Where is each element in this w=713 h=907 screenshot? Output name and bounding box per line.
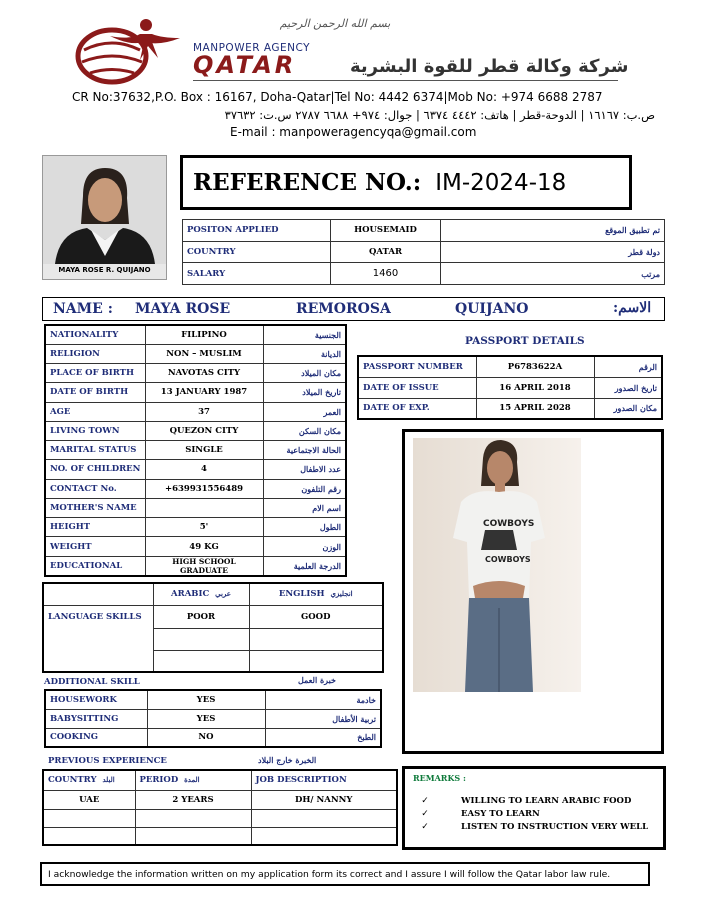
- personal-ar: الديانة: [263, 344, 346, 363]
- position-row: [183, 220, 665, 242]
- full-body-photo-frame: [402, 429, 664, 754]
- personal-value: HIGH SCHOOL GRADUATE: [145, 556, 263, 576]
- experience-row: [43, 790, 397, 809]
- personal-label: RELIGION: [45, 344, 145, 363]
- personal-value: QUEZON CITY: [145, 421, 263, 440]
- position-ar: مرتب: [441, 263, 665, 285]
- personal-value: NAVOTAS CITY: [145, 364, 263, 383]
- personal-ar: الجنسية: [263, 325, 346, 344]
- arabic-header: ARABIC عربي: [153, 583, 249, 605]
- skill-row: [45, 728, 381, 747]
- personal-label: DATE OF BIRTH: [45, 383, 145, 402]
- personal-row: [45, 325, 346, 344]
- passport-label: DATE OF EXP.: [358, 398, 476, 419]
- passport-row: [358, 377, 662, 398]
- passport-label: PASSPORT NUMBER: [358, 356, 476, 377]
- personal-ar: مكان الميلاد: [263, 364, 346, 383]
- position-ar: تم تطبيق الموقع: [441, 220, 665, 242]
- language-skills-table: [42, 582, 384, 673]
- remark-item: [407, 794, 663, 807]
- name-bar: [42, 297, 665, 321]
- personal-details-table: [44, 324, 347, 577]
- position-row: [183, 263, 665, 285]
- name-label: NAME :: [53, 301, 113, 317]
- personal-label: HEIGHT: [45, 518, 145, 537]
- additional-skill-title: ADDITIONAL SKILL: [44, 677, 140, 687]
- passport-label: DATE OF ISSUE: [358, 377, 476, 398]
- contact-line-en: CR No:37632,P.O. Box : 16167, Doha-Qatar|Tel No: 4442 6374|Mob No: +974 6688 2787: [72, 90, 603, 104]
- position-value: QATAR: [331, 241, 441, 263]
- skill-row: [45, 690, 381, 709]
- personal-row: [45, 383, 346, 402]
- passport-row: [358, 356, 662, 377]
- personal-row: [45, 518, 346, 537]
- additional-skills-table: [44, 689, 382, 748]
- additional-skill-title-ar: خبرة العمل: [298, 675, 336, 685]
- col-period: PERIOD المدة: [135, 770, 251, 790]
- personal-ar: الدرجة العلمية: [263, 556, 346, 576]
- personal-value: 49 KG: [145, 537, 263, 556]
- position-table: [182, 219, 665, 285]
- checkmark-icon: ✓: [421, 808, 429, 819]
- passport-value: 15 APRIL 2028: [476, 398, 594, 419]
- skill-label: HOUSEWORK: [45, 690, 147, 709]
- position-value: HOUSEMAID: [331, 220, 441, 242]
- passport-photo: [42, 155, 167, 280]
- skill-row: [45, 709, 381, 728]
- experience-country: UAE: [43, 790, 135, 809]
- passport-ar: مكان الصدور: [594, 398, 662, 419]
- agency-name-big: QATAR: [193, 51, 297, 79]
- personal-label: MOTHER'S NAME: [45, 498, 145, 517]
- passport-ar: تاريخ الصدور: [594, 377, 662, 398]
- personal-row: [45, 498, 346, 517]
- personal-label: WEIGHT: [45, 537, 145, 556]
- personal-value: 4: [145, 460, 263, 479]
- personal-value: NON – MUSLIM: [145, 344, 263, 363]
- previous-experience-title: PREVIOUS EXPERIENCE: [48, 756, 167, 766]
- skill-value: YES: [147, 709, 265, 728]
- remarks-list: [407, 794, 663, 833]
- personal-label: EDUCATIONAL: [45, 556, 145, 576]
- personal-label: AGE: [45, 402, 145, 421]
- page-header: [0, 0, 713, 145]
- personal-row: [45, 556, 346, 576]
- personal-label: NO. OF CHILDREN: [45, 460, 145, 479]
- remark-text: LISTEN TO INSTRUCTION VERY WELL: [461, 821, 649, 832]
- remark-text: WILLING TO LEARN ARABIC FOOD: [461, 795, 632, 806]
- name-label-ar: الاسم:: [613, 300, 652, 316]
- personal-value: FILIPINO: [145, 325, 263, 344]
- skill-label: BABYSITTING: [45, 709, 147, 728]
- remark-text: EASY TO LEARN: [461, 808, 540, 819]
- experience-empty-row: [43, 827, 397, 845]
- skill-value: NO: [147, 728, 265, 747]
- svg-text:COWBOYS: COWBOYS: [485, 555, 531, 564]
- email-line: E-mail : manpoweragencyqa@gmail.com: [230, 125, 477, 139]
- passport-title: PASSPORT DETAILS: [465, 335, 585, 347]
- skill-ar: تربية الأطفال: [265, 709, 381, 728]
- reference-value: IM-2024-18: [435, 169, 567, 196]
- reference-label: REFERENCE NO.:: [193, 169, 422, 196]
- col-country: COUNTRY البلد: [43, 770, 135, 790]
- personal-value: SINGLE: [145, 441, 263, 460]
- svg-text:COWBOYS: COWBOYS: [483, 519, 535, 529]
- reference-box: [180, 155, 632, 210]
- language-skills-label: LANGUAGE SKILLS: [43, 605, 153, 628]
- skill-label: COOKING: [45, 728, 147, 747]
- personal-ar: اسم الام: [263, 498, 346, 517]
- skill-ar: خادمة: [265, 690, 381, 709]
- contact-line-ar: ص.ب: ١٦١٦٧ | الدوحة-قطر | هاتف: ٤٤٤٢ ٦٣٧٤ | جوال: ٩٧٤+ ٦٦٨٨ ٢٧٨٧ س.ت: ٣٧٦٣٢: [224, 108, 655, 122]
- position-ar: دولة قطر: [441, 241, 665, 263]
- personal-value: [145, 498, 263, 517]
- skill-ar: الطبخ: [265, 728, 381, 747]
- personal-ar: الحالة الاجتماعية: [263, 441, 346, 460]
- skill-value: YES: [147, 690, 265, 709]
- personal-label: PLACE OF BIRTH: [45, 364, 145, 383]
- agency-name-arabic: شركة وكالة قطر للقوة البشرية: [350, 56, 629, 77]
- personal-value: 5': [145, 518, 263, 537]
- personal-value: +639931556489: [145, 479, 263, 498]
- passport-value: 16 APRIL 2018: [476, 377, 594, 398]
- remark-item: [407, 820, 663, 833]
- portrait-icon: [43, 156, 166, 264]
- passport-value: P6783622A: [476, 356, 594, 377]
- agency-name-small: MANPOWER AGENCY: [193, 42, 311, 54]
- language-corner: [43, 583, 153, 605]
- agency-logo-icon: [70, 16, 185, 86]
- personal-ar: الوزن: [263, 537, 346, 556]
- personal-label: NATIONALITY: [45, 325, 145, 344]
- name-middle: REMOROSA: [296, 301, 391, 317]
- photo-caption: MAYA ROSE R. QUIJANO: [58, 266, 151, 274]
- personal-row: [45, 441, 346, 460]
- english-level: GOOD: [249, 605, 383, 628]
- passport-ar: الرقم: [594, 356, 662, 377]
- personal-ar: رقم التلفون: [263, 479, 346, 498]
- personal-row: [45, 537, 346, 556]
- experience-job: DH/ NANNY: [251, 790, 397, 809]
- personal-ar: مكان السكن: [263, 421, 346, 440]
- personal-label: MARITAL STATUS: [45, 441, 145, 460]
- remarks-title: REMARKS :: [413, 773, 466, 783]
- personal-row: [45, 402, 346, 421]
- personal-ar: الطول: [263, 518, 346, 537]
- passport-table: [357, 355, 663, 420]
- personal-row: [45, 421, 346, 440]
- header-rule: [193, 80, 618, 81]
- personal-ar: تاريخ الميلاد: [263, 383, 346, 402]
- previous-experience-table: [42, 769, 398, 846]
- personal-label: LIVING TOWN: [45, 421, 145, 440]
- bismillah-calligraphy: بسم الله الرحمن الرحيم: [279, 17, 391, 30]
- position-label: SALARY: [183, 263, 331, 285]
- personal-row: [45, 460, 346, 479]
- personal-ar: العمر: [263, 402, 346, 421]
- personal-label: CONTACT No.: [45, 479, 145, 498]
- personal-row: [45, 479, 346, 498]
- experience-period: 2 YEARS: [135, 790, 251, 809]
- full-body-photo: [413, 438, 581, 692]
- checkmark-icon: ✓: [421, 795, 429, 806]
- footer-text: I acknowledge the information written on my application form its correct and I assure I will follow the Qatar labor law rule.: [48, 868, 611, 880]
- remark-item: [407, 807, 663, 820]
- previous-experience-title-ar: الخبرة خارج البلاد: [258, 755, 317, 765]
- arabic-level: POOR: [153, 605, 249, 628]
- english-header: ENGLISH انجليزي: [249, 583, 383, 605]
- passport-row: [358, 398, 662, 419]
- remarks-box: [402, 766, 666, 850]
- name-first: MAYA ROSE: [135, 301, 231, 317]
- position-label: COUNTRY: [183, 241, 331, 263]
- personal-value: 37: [145, 402, 263, 421]
- personal-ar: عدد الاطفال: [263, 460, 346, 479]
- col-job-description: JOB DESCRIPTION: [251, 770, 397, 790]
- position-row: [183, 241, 665, 263]
- name-last: QUIJANO: [455, 301, 529, 317]
- position-value: 1460: [331, 263, 441, 285]
- footer-acknowledgement-box: [40, 862, 650, 886]
- position-label: POSITON APPLIED: [183, 220, 331, 242]
- experience-empty-row: [43, 809, 397, 827]
- personal-value: 13 JANUARY 1987: [145, 383, 263, 402]
- checkmark-icon: ✓: [421, 821, 429, 832]
- personal-row: [45, 344, 346, 363]
- personal-row: [45, 364, 346, 383]
